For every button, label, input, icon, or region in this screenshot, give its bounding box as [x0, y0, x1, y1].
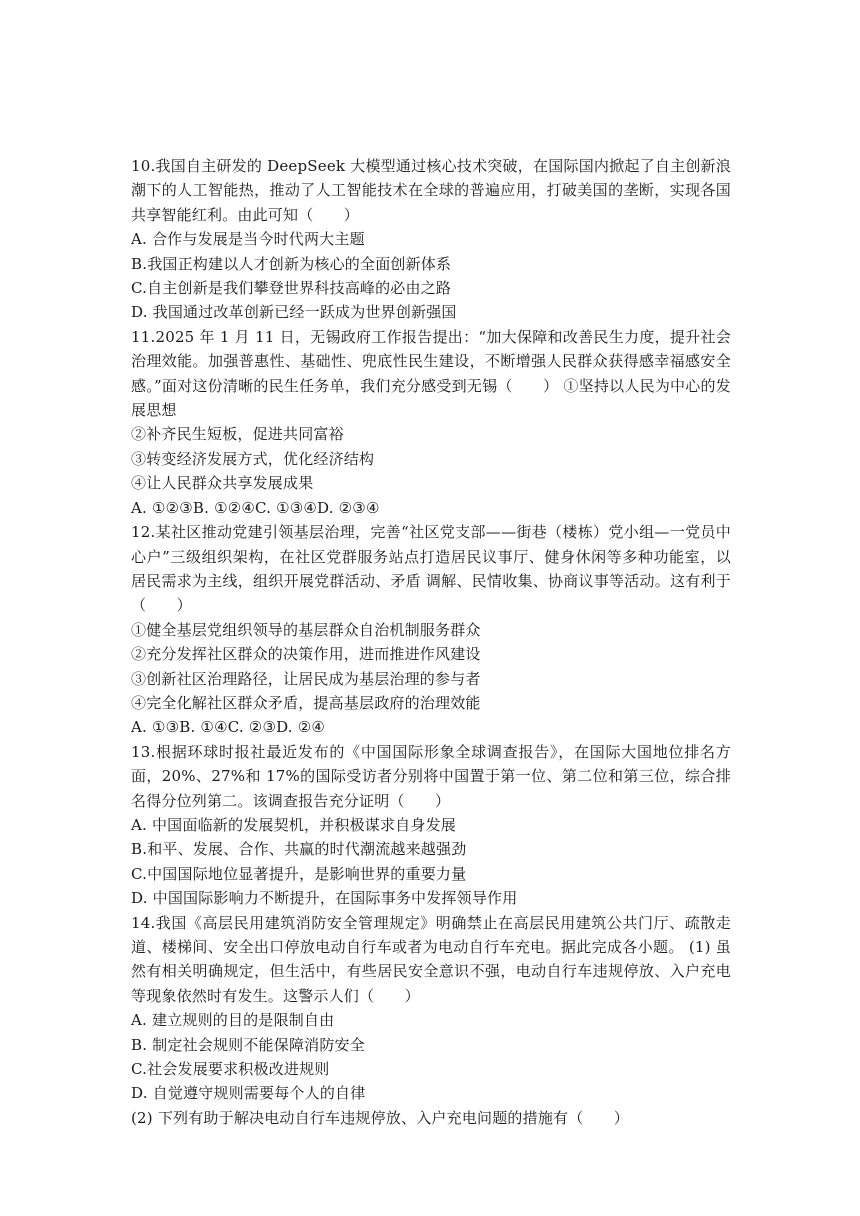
question-stem: 12.某社区推动党建引领基层治理，完善“社区党支部——街巷（楼栋）党小组—一党员中心户”三级组织架构，在社区党群服务站点打造居民议事厅、健身休闲等多种功能室，以居民需求为主线，组织开展党群活动、矛盾 调解、民情收集、协商议事等活动。这有利于（ ） [131, 523, 731, 615]
question-stem: 14.我国《高层民用建筑消防安全管理规定》明确禁止在高层民用建筑公共门厅、疏散走道、楼梯间、安全出口停放电动自行车或者为电动自行车充电。据此完成各小题。 (1) 虽然有相关明确规定，但生活中，有些居民安全意识不强，电动自行车违规停放、入户充电等现象依然时有发生。这警示人们（ ） [131, 913, 731, 1005]
question-14 [131, 911, 731, 1131]
option-b: B.和平、发展、合作、共赢的时代潮流越来越强劲 [131, 840, 467, 859]
option-b: B.我国正构建以人才创新为核心的全面创新体系 [131, 254, 452, 273]
question-10 [131, 154, 731, 325]
answer-options: A. ①②③B. ①②④C. ①③④D. ②③④ [131, 498, 380, 517]
statement-1: ①健全基层党组织领导的基层群众自治机制服务群众 [131, 620, 481, 639]
question-13 [131, 740, 731, 911]
option-c: C.中国国际地位显著提升，是影响世界的重要力量 [131, 864, 467, 883]
option-d: D. 自觉遵守规则需要每个人的自律 [131, 1084, 366, 1103]
question-stem: 10.我国自主研发的 DeepSeek 大模型通过核心技术突破，在国际国内掀起了自主创新浪潮下的人工智能热，推动了人工智能技术在全球的普遍应用，打破美国的垄断，实现各国共享智能红利。由此可知（ ） [131, 157, 731, 224]
option-b: B. 制定社会规则不能保障消防安全 [131, 1035, 365, 1054]
statement-2: ②补齐民生短板，促进共同富裕 [131, 425, 344, 444]
statement-2: ②充分发挥社区群众的决策作用，进而推进作风建设 [131, 645, 481, 664]
option-a: A. 合作与发展是当今时代两大主题 [131, 230, 365, 249]
option-d: D. 中国国际影响力不断提升，在国际事务中发挥领导作用 [131, 889, 518, 908]
question-11 [131, 325, 731, 520]
option-a: A. 建立规则的目的是限制自由 [131, 1011, 335, 1030]
option-c: C.自主创新是我们攀登世界科技高峰的必由之路 [131, 279, 452, 298]
answer-options: A. ①③B. ①④C. ②③D. ②④ [131, 718, 326, 737]
statement-4: ④完全化解社区群众矛盾，提高基层政府的治理效能 [131, 693, 481, 712]
statement-3: ③创新社区治理路径，让居民成为基层治理的参与者 [131, 669, 481, 688]
question-list [131, 154, 731, 1130]
question-stem: 11.2025 年 1 月 11 日，无锡政府工作报告提出：“加大保障和改善民生力度，提升社会治理效能。加强普惠性、基础性、兜底性民生建设，不断增强人民群众获得感幸福感安全感。”面对这份清晰的民生任务单，我们充分感受到无锡（ ） ①坚持以人民为中心的发展思想 [131, 327, 731, 420]
sub-question-2: (2) 下列有助于解决电动自行车违规停放、入户充电问题的措施有（ ） [131, 1108, 630, 1127]
statement-3: ③转变经济发展方式，优化经济结构 [131, 449, 375, 468]
question-stem: 13.根据环球时报社最近发布的《中国国际形象全球调查报告》，在国际大国地位排名方面，20%、27%和 17%的国际受访者分别将中国置于第一位、第二位和第三位，综合排名得分位列第二。该调查报告充分证明（ ） [131, 742, 731, 810]
option-d: D. 我国通过改革创新已经一跃成为世界创新强国 [131, 303, 457, 322]
option-a: A. 中国面临新的发展契机，并积极谋求自身发展 [131, 815, 456, 834]
question-12 [131, 520, 731, 740]
statement-4: ④让人民群众共享发展成果 [131, 474, 314, 493]
option-c: C.社会发展要求积极改进规则 [131, 1060, 330, 1079]
